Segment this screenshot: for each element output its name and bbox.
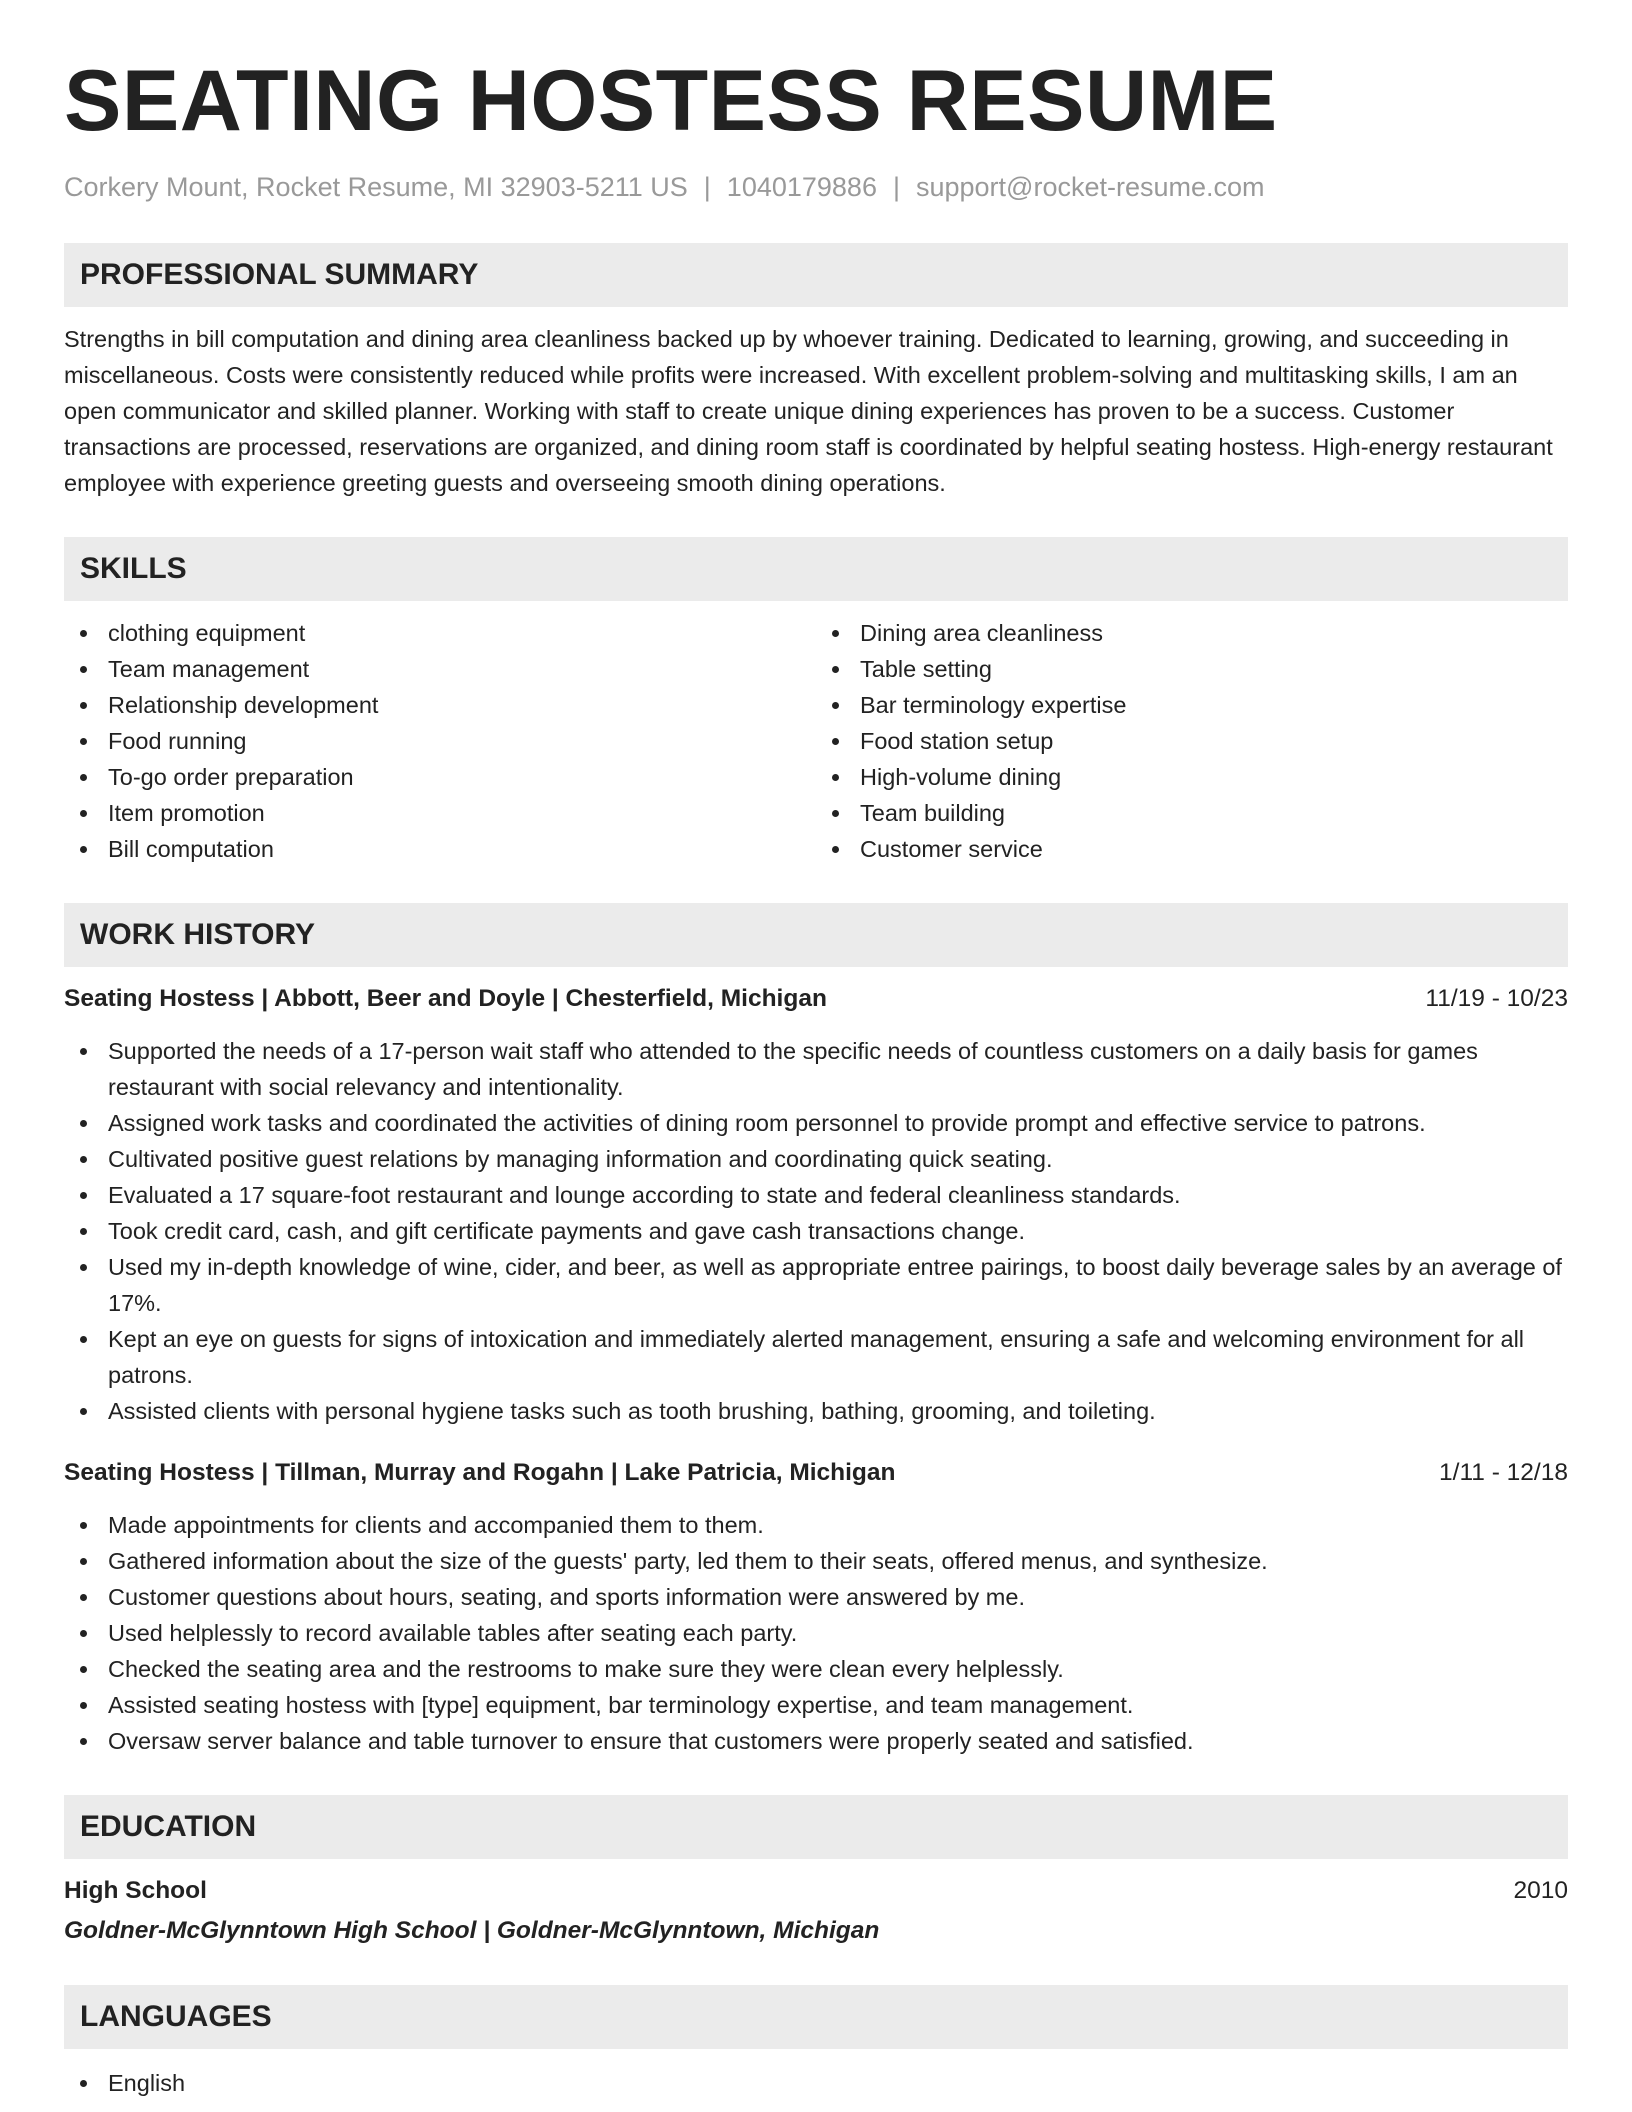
- separator: |: [703, 172, 711, 203]
- language-item: English: [64, 2065, 1568, 2101]
- degree-text: High School: [64, 1877, 207, 1905]
- job-title: Seating Hostess | Tillman, Murray and Rogahn | Lake Patricia, Michigan: [64, 1459, 896, 1487]
- languages-list: [64, 2065, 1568, 2101]
- job-bullet: Customer questions about hours, seating, and sports information were answered by me.: [64, 1579, 1568, 1615]
- skills-column-left: [64, 615, 816, 867]
- email-link[interactable]: support@rocket-resume.com: [915, 172, 1265, 203]
- skills-column-right: [816, 615, 1568, 867]
- job-bullet: Cultivated positive guest relations by managing information and coordinating quick seating.: [64, 1141, 1568, 1177]
- work-history-heading: WORK HISTORY: [64, 903, 1568, 967]
- skill-item: Table setting: [816, 651, 1568, 687]
- job-bullet: Assigned work tasks and coordinated the activities of dining room personnel to provide prompt and effective service to patrons.: [64, 1105, 1568, 1141]
- school-text: Goldner-McGlynntown High School | Goldner-McGlynntown, Michigan: [64, 1917, 880, 1945]
- job-bullets: [64, 1033, 1568, 1429]
- job-bullet: Used my in-depth knowledge of wine, cider, and beer, as well as appropriate entree pairings, to boost daily beverage sales by an average of 17%.: [64, 1249, 1568, 1321]
- skill-item: Dining area cleanliness: [816, 615, 1568, 651]
- separator: |: [892, 172, 900, 203]
- job-bullet: Used helplessly to record available tables after seating each party.: [64, 1615, 1568, 1651]
- skill-item: Team building: [816, 795, 1568, 831]
- summary-text: Strengths in bill computation and dining area cleanliness backed up by whoever training. Dedicated to learning, growing, and succeeding in miscellaneous. Costs were consistently reduced while profits were increased. With excellent problem-solving and multitasking skills, I am an open communicator and skilled planner. Working with staff to create unique dining experiences has proven to be a success. Customer transactions are processed, reservations are organized, and dining room staff is coordinated by helpful seating hostess. High-energy restaurant employee with experience greeting guests and overseeing smooth dining operations.: [64, 326, 1553, 497]
- job-dates: 11/19 - 10/23: [1425, 985, 1568, 1013]
- job-title: Seating Hostess | Abbott, Beer and Doyle | Chesterfield, Michigan: [64, 985, 827, 1013]
- skill-item: Bill computation: [64, 831, 816, 867]
- contact-line: [64, 172, 1568, 203]
- skills-heading: SKILLS: [64, 537, 1568, 601]
- languages-heading: LANGUAGES: [64, 1985, 1568, 2049]
- job-bullet: Took credit card, cash, and gift certificate payments and gave cash transactions change.: [64, 1213, 1568, 1249]
- resume-title: SEATING HOSTESS RESUME: [64, 53, 1278, 149]
- job-bullet: Supported the needs of a 17-person wait staff who attended to the specific needs of countless customers on a daily basis for games restaurant with social relevancy and intentionality.: [64, 1033, 1568, 1105]
- job-bullet: Oversaw server balance and table turnover to ensure that customers were properly seated and satisfied.: [64, 1723, 1568, 1759]
- job-header: [64, 981, 1568, 1017]
- skills-list: [64, 615, 1568, 867]
- skill-item: Food running: [64, 723, 816, 759]
- skill-item: Bar terminology expertise: [816, 687, 1568, 723]
- education-heading: EDUCATION: [64, 1795, 1568, 1859]
- job-header: [64, 1455, 1568, 1491]
- job-dates: 1/11 - 12/18: [1439, 1459, 1568, 1487]
- job-bullets: [64, 1507, 1568, 1759]
- address-text: Corkery Mount, Rocket Resume, MI 32903-5211 US: [64, 172, 688, 203]
- job-bullet: Assisted seating hostess with [type] equipment, bar terminology expertise, and team management.: [64, 1687, 1568, 1723]
- skill-item: To-go order preparation: [64, 759, 816, 795]
- skill-item: High-volume dining: [816, 759, 1568, 795]
- skill-item: Item promotion: [64, 795, 816, 831]
- skill-item: Food station setup: [816, 723, 1568, 759]
- job-bullet: Assisted clients with personal hygiene tasks such as tooth brushing, bathing, grooming, and toileting.: [64, 1393, 1568, 1429]
- job-bullet: Kept an eye on guests for signs of intoxication and immediately alerted management, ensuring a safe and welcoming environment for all patrons.: [64, 1321, 1568, 1393]
- job-bullet: Checked the seating area and the restrooms to make sure they were clean every helplessly.: [64, 1651, 1568, 1687]
- job-bullet: Evaluated a 17 square-foot restaurant and lounge according to state and federal cleanliness standards.: [64, 1177, 1568, 1213]
- skill-item: clothing equipment: [64, 615, 816, 651]
- skill-item: Customer service: [816, 831, 1568, 867]
- skill-item: Team management: [64, 651, 816, 687]
- education-year: 2010: [1513, 1877, 1568, 1905]
- education-header: [64, 1873, 1568, 1909]
- skill-item: Relationship development: [64, 687, 816, 723]
- phone-text: 1040179886: [726, 172, 877, 203]
- job-bullet: Made appointments for clients and accompanied them to them.: [64, 1507, 1568, 1543]
- summary-heading: PROFESSIONAL SUMMARY: [64, 243, 1568, 307]
- job-bullet: Gathered information about the size of the guests' party, led them to their seats, offered menus, and synthesize.: [64, 1543, 1568, 1579]
